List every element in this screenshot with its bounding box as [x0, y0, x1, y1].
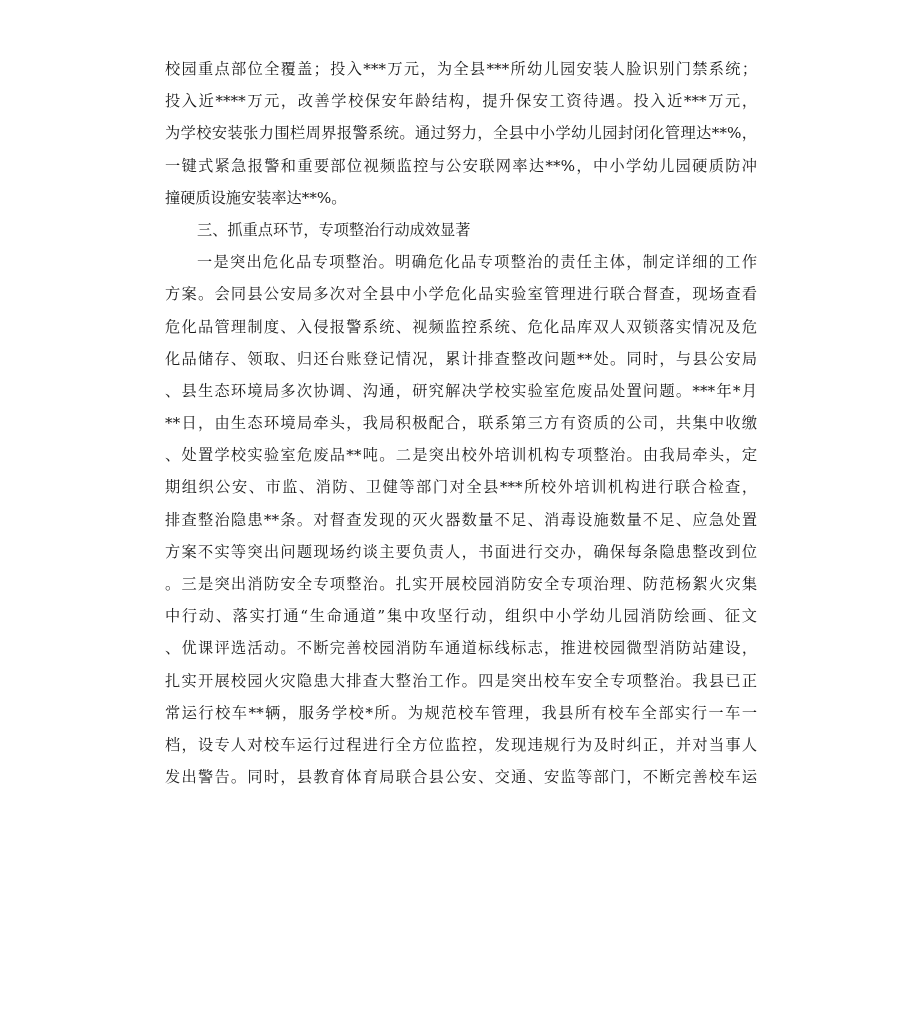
text-line: 化品储存、领取、归还台账登记情况，累计排查整改问题**处。同时，与县公安局 — [165, 349, 757, 368]
text-line: 撞硬质设施安装率达**%。 — [165, 188, 347, 207]
text-line: 发出警告。同时，县教育体育局联合县公安、交通、安监等部门，不断完善校车运 — [165, 768, 757, 787]
text-line: 扎实开展校园火灾隐患大排查大整治工作。四是突出校车安全专项整治。我县已正 — [165, 671, 757, 690]
text-line: 危化品管理制度、入侵报警系统、视频监控系统、危化品库双人双锁落实情况及危 — [165, 317, 757, 336]
section-heading: 三、抓重点环节，专项整治行动成效显著 — [197, 220, 471, 239]
text-line: 、优课评选活动。不断完善校园消防车通道标线标志，推进校园微型消防站建设， — [165, 639, 757, 658]
text-line: 投入近****万元，改善学校保安年龄结构，提升保安工资待遇。投入近***万元， — [165, 92, 757, 111]
text-line: 常运行校车**辆，服务学校*所。为规范校车管理，我县所有校车全部实行一车一 — [165, 703, 757, 722]
text-line: 方案。会同县公安局多次对全县中小学危化品实验室管理进行联合督查，现场查看 — [165, 285, 757, 304]
text-line: 期组织公安、市监、消防、卫健等部门对全县***所校外培训机构进行联合检查， — [165, 478, 757, 497]
text-line: 校园重点部位全覆盖；投入***万元，为全县***所幼儿园安装人脸识别门禁系统； — [165, 60, 757, 78]
text-line: 方案不实等突出问题现场约谈主要负责人，书面进行交办，确保每条隐患整改到位 — [165, 542, 757, 561]
text-line: 一是突出危化品专项整治。明确危化品专项整治的责任主体，制定详细的工作 — [197, 253, 757, 272]
text-line: 为学校安装张力围栏周界报警系统。通过努力，全县中小学幼儿园封闭化管理达**%， — [165, 124, 757, 143]
text-line: 中行动、落实打通“生命通道”集中攻坚行动，组织中小学幼儿园消防绘画、征文 — [165, 607, 757, 626]
text-line: **日，由生态环境局牵头，我局积极配合，联系第三方有资质的公司，共集中收缴 — [165, 414, 757, 433]
text-line: 一键式紧急报警和重要部位视频监控与公安联网率达**%，中小学幼儿园硬质防冲 — [165, 156, 757, 175]
body-text — [165, 53, 757, 793]
text-line: 档，设专人对校车运行过程进行全方位监控，发现违规行为及时纠正，并对当事人 — [165, 735, 757, 754]
text-line: 。三是突出消防安全专项整治。扎实开展校园消防安全专项治理、防范杨絮火灾集 — [165, 575, 757, 593]
text-line: 、处置学校实验室危废品**吨。二是突出校外培训机构专项整治。由我局牵头，定 — [165, 446, 757, 465]
text-line: 排查整治隐患**条。对督查发现的灭火器数量不足、消毒设施数量不足、应急处置 — [165, 510, 757, 529]
text-line: 、县生态环境局多次协调、沟通，研究解决学校实验室危废品处置问题。***年*月 — [165, 381, 757, 400]
